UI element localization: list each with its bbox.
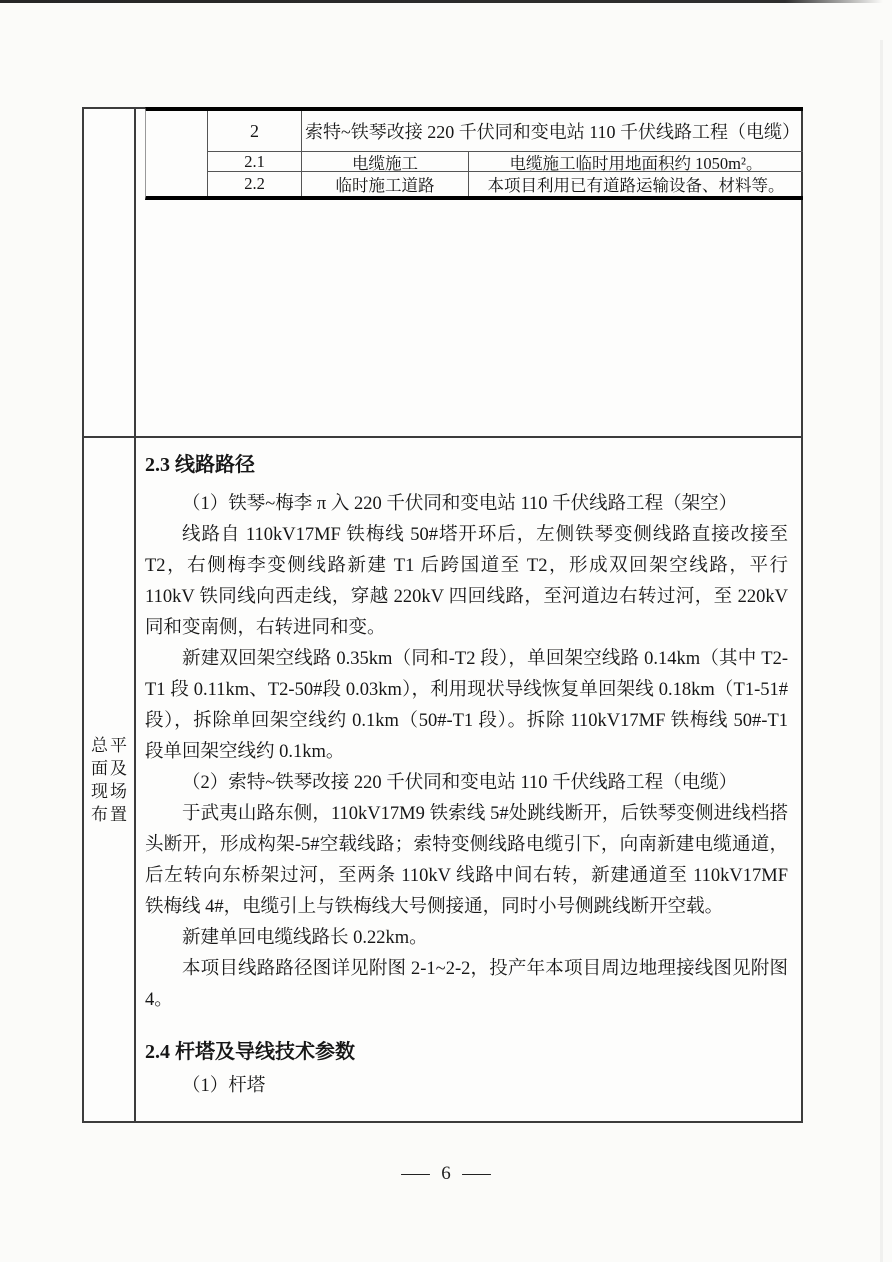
cell-item-name: 临时施工道路 [302,172,469,196]
page-number: 6 [441,1163,451,1184]
row-label-general-layout [84,438,134,1121]
paragraph: （1）铁琴~梅李 π 入 220 千伏同和变电站 110 千伏线路工程（架空） [182,494,738,514]
table-row [208,111,803,152]
cell-item-number: 2 [208,111,302,151]
paragraph: 于武夷山路东侧，110kV17M9 铁索线 5#处跳线断开，后铁琴变侧进线档搭头断开，形成构架-5#空载线路；索特变侧线路电缆引下，向南新建电缆通道，后左转向东桥架过河，至两条 110kV 线路中间右转，新建通道至 110kV17MF 铁梅线 4#，电缆引上与铁梅线大号侧接通，同时小号侧跳线断开空载。 [145,804,788,917]
section-2-3-heading: 2.3 线路路径 [145,454,255,476]
row-label-line: 面及 [91,758,129,778]
footer-dash-left: — [401,1163,430,1184]
cell-item-description: 电缆施工临时用地面积约 1050m²。 [509,153,763,171]
form-table [82,107,803,1123]
paragraph: 本项目线路路径图详见附图 2-1~2-2，投产年本项目周边地理接线图见附图 4。 [145,959,788,1010]
paragraph: （2）索特~铁琴改接 220 千伏同和变电站 110 千伏线路工程（电缆） [182,773,738,793]
cell-project-title: 索特~铁琴改接 220 千伏同和变电站 110 千伏线路工程（电缆） [304,122,801,142]
summary-table-rows [208,111,803,196]
section-2-4-heading: 2.4 杆塔及导线技术参数 [145,1041,355,1063]
paragraph: （1）杆塔 [182,1076,266,1096]
row-label-line: 布置 [91,804,129,824]
paragraph: 新建单回电缆线路长 0.22km。 [182,928,428,948]
row-label-line: 现场 [91,781,129,801]
cell-item-number: 2.1 [208,152,302,171]
row-label-line: 总平 [91,735,129,755]
cell-item-number: 2.2 [208,172,302,196]
section-content-cell [136,438,801,1121]
summary-table-empty-column [146,111,208,196]
table-row [208,172,803,196]
paragraph: 新建双回架空线路 0.35km（同和-T2 段），单回架空线路 0.14km（其中 T2-T1 段 0.11km、T2-50#段 0.03km），利用现状导线恢复单回架线 0.18km（T1-51#段），拆除单回架空线约 0.1km（50#-T1 段）。拆除 110kV17MF 铁梅线 50#-T1 段单回架空线约 0.1km。 [145,649,788,762]
paragraph: 线路自 110kV17MF 铁梅线 50#塔开环后，左侧铁琴变侧线路直接改接至 T2，右侧梅李变侧线路新建 T1 后跨国道至 T2，形成双回架空线路，平行 110kV 铁同线向西走线，穿越 220kV 四回线路，至河道边右转过河，至 220kV 同和变南侧，右转进同和变。 [145,525,788,638]
footer-dash-right: — [462,1163,491,1184]
cell-item-name: 电缆施工 [302,152,469,171]
cell-item-description: 本项目利用已有道路运输设备、材料等。 [487,176,785,195]
table-row [208,152,803,172]
page-footer [0,1163,892,1185]
construction-summary-table [145,107,803,200]
scan-artifact-top-edge [0,0,892,3]
scan-artifact-right-edge [880,40,883,1262]
